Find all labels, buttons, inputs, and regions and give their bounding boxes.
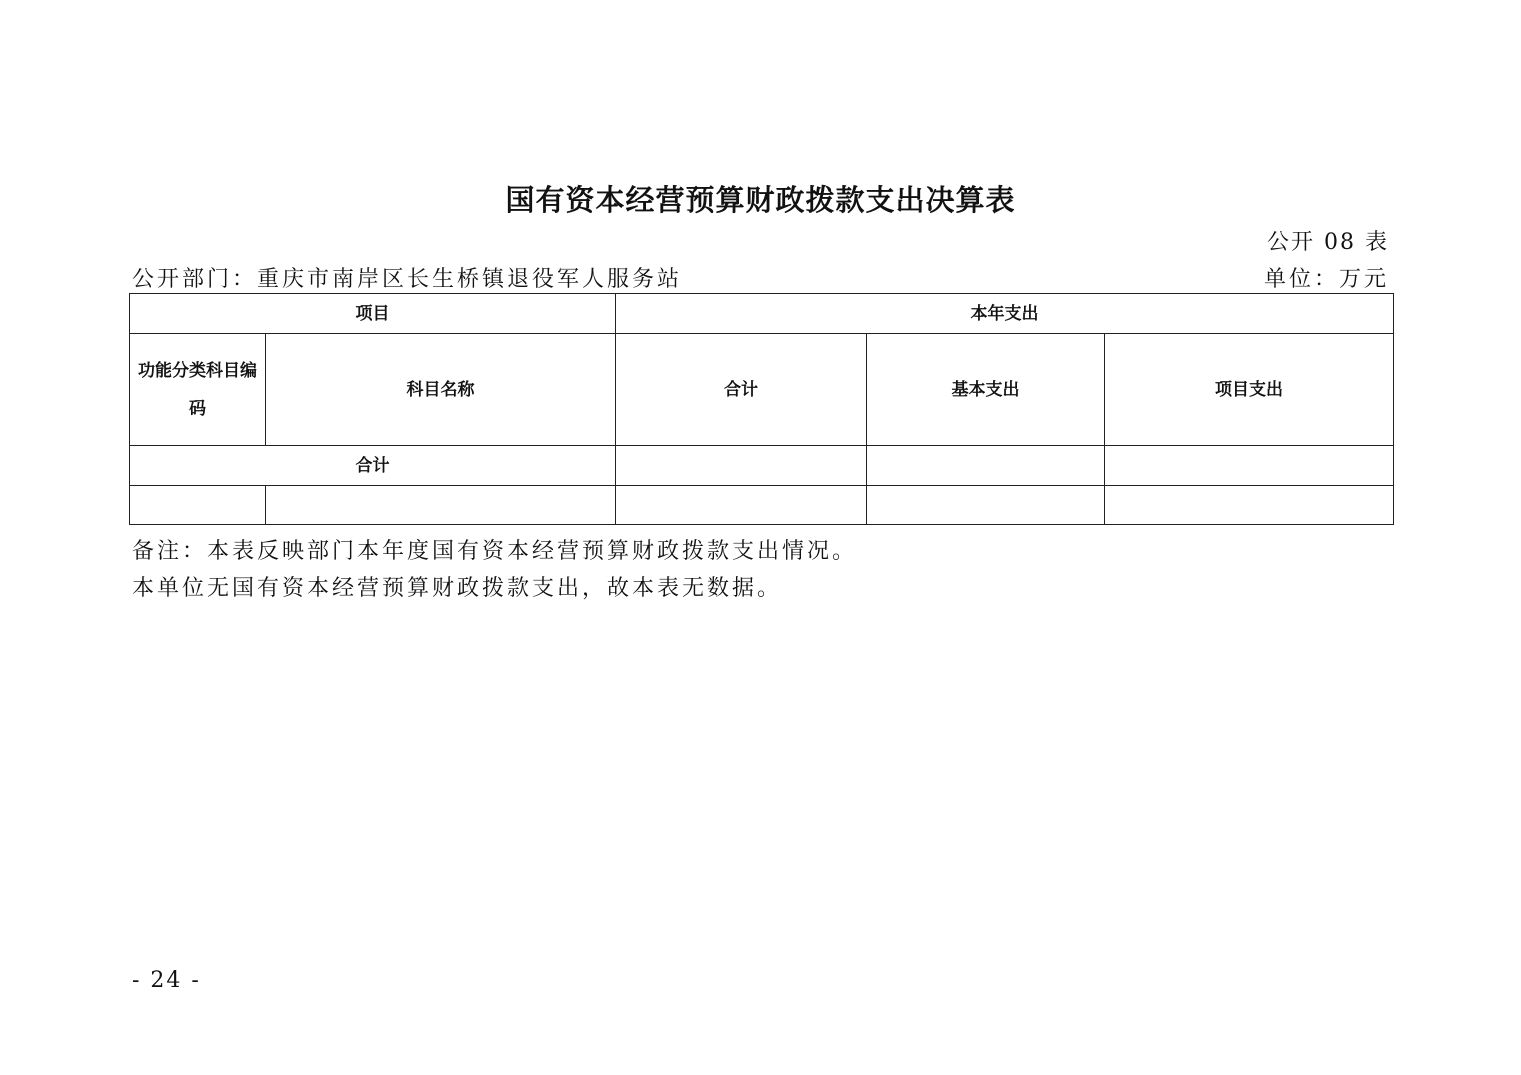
total-label: 合计 <box>130 446 616 486</box>
row-project-cell <box>1105 486 1394 525</box>
row-code-cell <box>130 486 266 525</box>
total-basic-cell <box>867 446 1105 486</box>
row-name-cell <box>266 486 616 525</box>
header-current-year: 本年支出 <box>616 294 1394 334</box>
header-name: 科目名称 <box>266 334 616 446</box>
note-line: 备注：本表反映部门本年度国有资本经营预算财政拨款支出情况。 <box>132 539 858 564</box>
row-basic-cell <box>867 486 1105 525</box>
header-basic: 基本支出 <box>867 334 1105 446</box>
department-label: 公开部门：重庆市南岸区长生桥镇退役军人服务站 <box>132 267 683 292</box>
unit-label: 单位：万元 <box>1263 267 1389 292</box>
table-subheader-row <box>130 334 1394 446</box>
notes <box>132 533 857 607</box>
header-code: 功能分类科目编码 <box>130 334 266 446</box>
expenditure-table <box>129 293 1394 525</box>
total-project-cell <box>1105 446 1394 486</box>
table-header-row <box>130 294 1394 334</box>
header-total: 合计 <box>616 334 867 446</box>
header-project: 项目 <box>130 294 616 334</box>
note-line: 本单位无国有资本经营预算财政拨款支出，故本表无数据。 <box>132 576 783 601</box>
table-row-total <box>130 446 1394 486</box>
total-cell <box>616 446 867 486</box>
table-row <box>130 486 1394 525</box>
document-title: 国有资本经营预算财政拨款支出决算表 <box>505 183 1016 217</box>
row-total-cell <box>616 486 867 525</box>
header-project-expense: 项目支出 <box>1105 334 1394 446</box>
form-number: 公开 08 表 <box>1267 230 1389 255</box>
page-number: - 24 - <box>132 968 201 993</box>
